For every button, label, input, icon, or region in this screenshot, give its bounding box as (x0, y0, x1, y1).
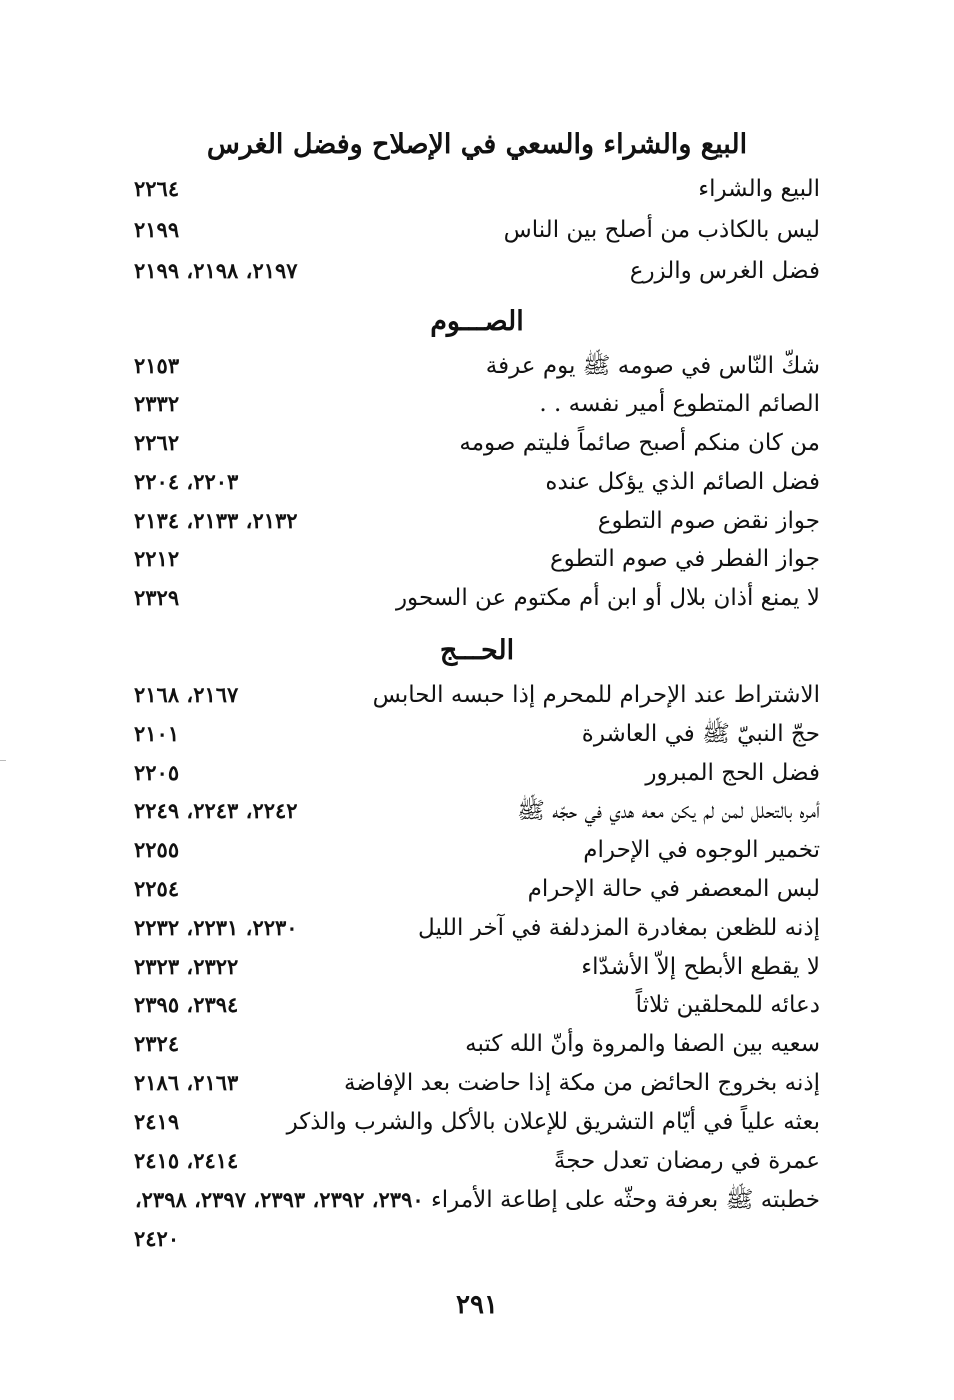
entry-topic: ليس بالكاذب من أصلح بين الناس (503, 217, 820, 243)
entry-topic: شكّ النّاس في صومه ﷺ يوم عرفة (485, 353, 820, 379)
entry-numbers: ٢١٠١ (134, 721, 180, 746)
index-entry (0, 831, 954, 869)
entry-numbers: ٢٢٠٣، ٢٢٠٤ (134, 469, 239, 494)
entry-topic: من كان منكم أصبح صائماً فليتم صومه (459, 430, 820, 456)
section-title-fasting: الصـــوم (430, 306, 524, 337)
entry-topic: أمره بالتحلل لمن لم يكن معه هدي في حجّه ﷺ (517, 798, 820, 824)
entry-numbers: ٢٣٢٢، ٢٣٢٣ (134, 954, 239, 979)
index-entry (0, 347, 954, 385)
entry-topic: حجّ النبيّ ﷺ في العاشرة (581, 721, 820, 747)
entry-topic: فضل الحج المبرور (645, 760, 820, 786)
entry-numbers: ٢١٩٩ (134, 217, 180, 242)
entry-numbers: ٢٢٤٢، ٢٢٤٣، ٢٢٤٩ (134, 798, 298, 823)
entry-topic: لا يقطع الأبطح إلاّ الأشدّاء (581, 954, 820, 980)
entry-numbers: ٢٣٣٢ (134, 391, 180, 416)
index-entry (0, 909, 954, 947)
index-entry (0, 715, 954, 753)
entry-topic: تخمير الوجوه في الإحرام (583, 837, 820, 863)
entry-numbers: ٢١٩٧، ٢١٩٨، ٢١٩٩ (134, 258, 298, 283)
entry-topic: البيع والشراء (698, 176, 820, 202)
entry-numbers: ٢٣٩٠، ٢٣٩٢، ٢٣٩٣، ٢٣٩٧، ٢٣٩٨، (134, 1187, 424, 1212)
entry-topic: إذنه للظعن بمغادرة المزدلفة في آخر الليل (418, 915, 820, 941)
entry-numbers: ٢١٣٢، ٢١٣٣، ٢١٣٤ (134, 508, 298, 533)
entry-numbers: ٢١٦٣، ٢١٨٦ (134, 1070, 239, 1095)
index-entry (0, 676, 954, 714)
entry-numbers: ٢٣٢٩ (134, 585, 180, 610)
margin-mark (0, 760, 6, 761)
page-number: ٢٩١ (456, 1290, 498, 1320)
entry-numbers: ٢٢٥٤ (134, 876, 180, 901)
entry-numbers: ٢١٥٣ (134, 353, 180, 378)
entry-numbers: ٢٤١٤، ٢٤١٥ (134, 1148, 239, 1173)
index-entry (0, 1103, 954, 1141)
entry-numbers: ٢٢٦٤ (134, 176, 180, 201)
index-entry (0, 948, 954, 986)
entry-numbers: ٢٢٦٢ (134, 430, 180, 455)
section-title-hajj: الحـــج (439, 635, 515, 666)
index-entry-long (134, 1181, 820, 1219)
entry-topic: الاشتراط عند الإحرام للمحرم إذا حبسه الحابس (372, 682, 820, 708)
entry-numbers: ٢١٦٧، ٢١٦٨ (134, 682, 239, 707)
entry-topic: بعثه علياً في أيّام التشريق للإعلان بالأكل والشرب والذكر (286, 1109, 820, 1135)
entry-numbers-continuation: ٢٤٢٠ (134, 1226, 180, 1251)
index-entry (0, 424, 954, 462)
index-entry (0, 1064, 954, 1102)
index-entry (0, 1025, 954, 1063)
index-entry (0, 502, 954, 540)
entry-numbers: ٢٢١٢ (134, 546, 180, 571)
index-entry (0, 870, 954, 908)
entry-topic: جواز الفطر في صوم التطوع (549, 546, 820, 572)
entry-topic: سعيه بين الصفا والمروة وأنّ الله كتبه (465, 1031, 820, 1057)
entry-topic: لا يمنع أذان بلال أو ابن أم مكتوم عن السحور (395, 585, 820, 611)
index-entry (0, 211, 954, 249)
entry-topic: جواز نقض صوم التطوع (597, 508, 820, 534)
entry-numbers: ٢٢٣٠، ٢٢٣١، ٢٢٣٢ (134, 915, 298, 940)
entry-topic: لبس المعصفر في حالة الإحرام (527, 876, 820, 902)
entry-numbers: ٢٣٢٤ (134, 1031, 180, 1056)
index-entry (0, 754, 954, 792)
index-entry (0, 170, 954, 208)
entry-topic: دعائه للمحلقين ثلاثاً (635, 992, 820, 1018)
entry-numbers: ٢٣٩٤، ٢٣٩٥ (134, 992, 239, 1017)
entry-topic: عمرة في رمضان تعدل حجةً (553, 1148, 820, 1174)
entry-topic: فضل الصائم الذي يؤكل عنده (545, 469, 820, 495)
section-title-sales: البيع والشراء والسعي في الإصلاح وفضل الغرس (206, 129, 748, 160)
entry-topic: فضل الغرس والزرع (629, 258, 820, 284)
index-entry (0, 540, 954, 578)
index-entry (0, 986, 954, 1024)
entry-numbers: ٢٢٠٥ (134, 760, 180, 785)
index-entry (0, 385, 954, 423)
index-entry (0, 252, 954, 290)
index-entry (0, 792, 954, 830)
entry-topic: خطبته ﷺ بعرفة وحثّه على إطاعة الأمراء (430, 1187, 820, 1213)
entry-numbers: ٢٤١٩ (134, 1109, 180, 1134)
entry-topic: إذنه بخروج الحائض من مكة إذا حاضت بعد الإفاضة (343, 1070, 820, 1096)
index-entry (0, 579, 954, 617)
entry-numbers: ٢٢٥٥ (134, 837, 180, 862)
entry-topic: الصائم المتطوع أمير نفسه . . (539, 391, 820, 417)
index-entry (0, 463, 954, 501)
index-entry (0, 1142, 954, 1180)
